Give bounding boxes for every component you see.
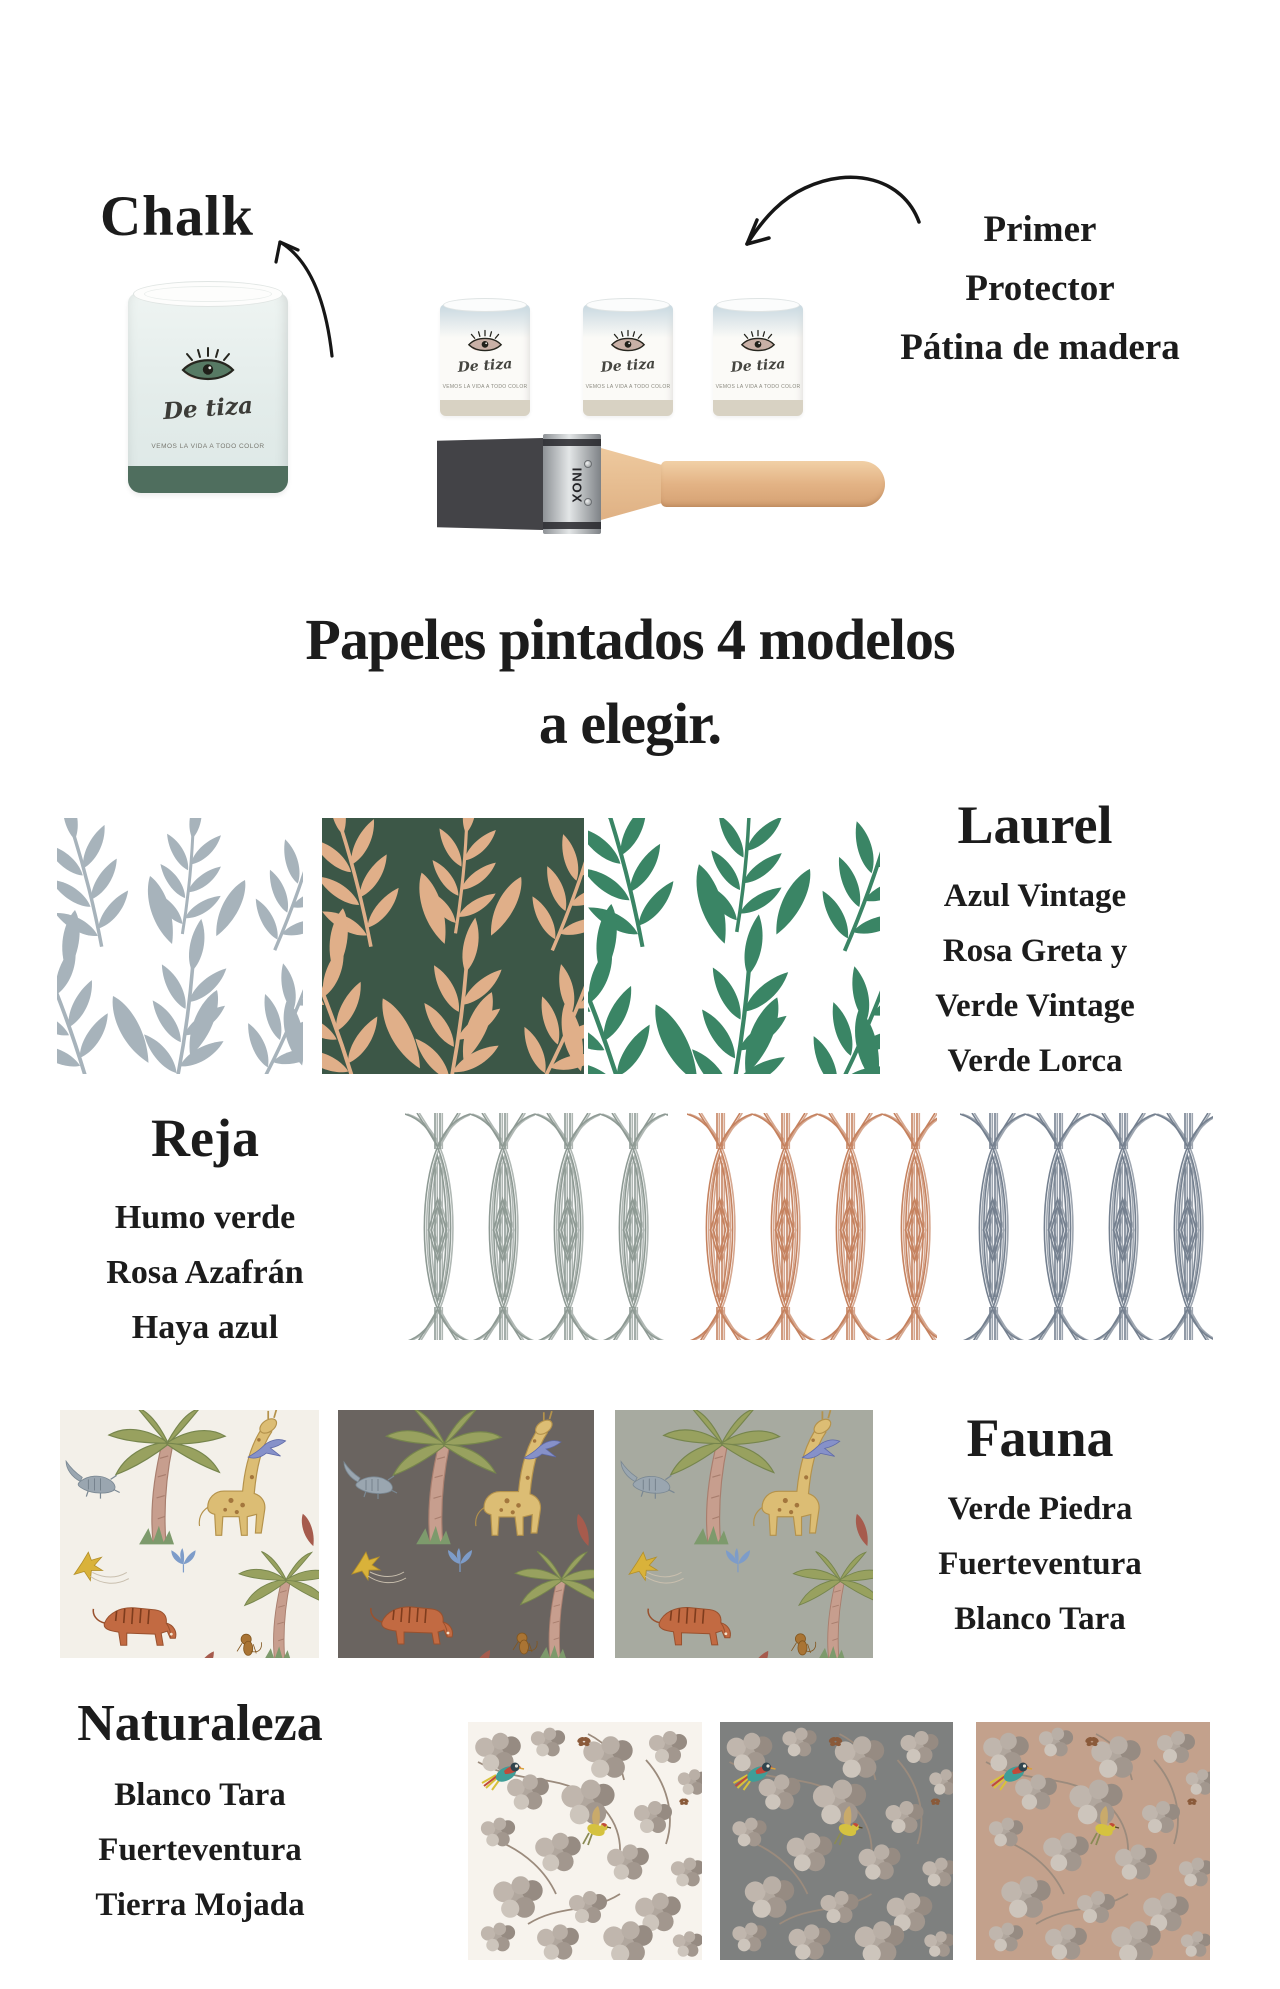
swatch-laurel-verde-lorca	[588, 818, 880, 1074]
paintbrush	[437, 434, 885, 534]
can-green-band	[128, 466, 288, 493]
jar-band	[440, 400, 530, 416]
jar-lid	[586, 298, 670, 312]
swatch-fauna-fuerteventura	[338, 1410, 594, 1658]
swatch-fauna-blanco-tara	[60, 1410, 319, 1658]
eye-logo-icon	[738, 326, 778, 357]
swatch-reja-rosa-azafran	[687, 1113, 937, 1340]
swatch-naturaleza-blanco-tara	[468, 1722, 702, 1960]
colorway-label: Blanco Tara	[114, 1777, 286, 1813]
colorway-label: Verde Piedra	[947, 1491, 1133, 1527]
colorway-label: Tierra Mojada	[95, 1887, 305, 1923]
eye-logo-icon	[177, 341, 239, 389]
eye-logo-icon	[608, 326, 648, 357]
jar-patina	[713, 302, 803, 416]
swatch-fauna-verde-piedra	[615, 1410, 873, 1658]
jar-protector	[583, 302, 673, 416]
colorway-label: Humo verde	[114, 1199, 296, 1236]
section-fauna-heading: Fauna	[966, 1408, 1114, 1468]
colorway-label: Verde Vintage	[935, 988, 1135, 1024]
brush-handle-neck	[601, 448, 663, 520]
jar-brand: De tiza	[457, 356, 513, 376]
jar-body	[440, 304, 530, 416]
can-body	[128, 293, 288, 493]
brush-rivet	[584, 460, 592, 468]
jar-body	[713, 304, 803, 416]
can-lid	[133, 281, 283, 307]
swatch-reja-humo-verde	[405, 1113, 668, 1340]
jar-tagline: VEMOS LA VIDA A TODO COLOR	[442, 384, 528, 390]
swatch-naturaleza-tierra-mojada	[976, 1722, 1210, 1960]
colorway-label: Haya azul	[131, 1309, 279, 1346]
hero-product-line: Primer	[983, 209, 1097, 250]
section-fauna	[885, 1408, 1195, 1647]
eye-logo-icon	[465, 326, 505, 357]
jar-brand: De tiza	[600, 356, 656, 376]
jar-band	[583, 400, 673, 416]
section-laurel	[880, 795, 1190, 1089]
swatch-laurel-azul-vintage	[57, 818, 303, 1074]
jar-body	[583, 304, 673, 416]
jar-tagline: VEMOS LA VIDA A TODO COLOR	[585, 384, 671, 390]
colorway-label: Verde Lorca	[947, 1043, 1123, 1079]
page-title-line2: a elegir.	[538, 691, 722, 756]
colorway-label: Fuerteventura	[938, 1546, 1142, 1582]
can-brand: De tiza	[162, 391, 254, 426]
jar-band	[713, 400, 803, 416]
swatch-laurel-rosa-greta-verde-vintage	[322, 818, 584, 1074]
section-naturaleza-heading: Naturaleza	[77, 1695, 323, 1752]
hero-product-line: Pátina de madera	[900, 327, 1180, 368]
section-reja-heading: Reja	[151, 1108, 259, 1168]
brush-ferrule-text: INOX	[569, 467, 585, 504]
colorway-label: Rosa Greta y	[942, 933, 1128, 969]
swatch-naturaleza-fuerteventura	[720, 1722, 953, 1960]
can-tagline: VEMOS LA VIDA A TODO COLOR	[151, 443, 265, 450]
jar-primer	[440, 302, 530, 416]
section-naturaleza	[30, 1694, 370, 1933]
hero-product-line: Protector	[965, 268, 1115, 309]
swatch-reja-haya-azul	[960, 1113, 1213, 1340]
jar-tagline: VEMOS LA VIDA A TODO COLOR	[715, 384, 801, 390]
section-laurel-heading: Laurel	[957, 795, 1113, 855]
colorway-label: Fuerteventura	[98, 1832, 302, 1868]
brush-ferrule	[543, 434, 601, 534]
colorway-label: Blanco Tara	[954, 1601, 1126, 1637]
jar-brand: De tiza	[730, 356, 786, 376]
brush-handle	[661, 461, 885, 507]
page-title-line1: Papeles pintados 4 modelos	[305, 607, 955, 672]
jar-lid	[716, 298, 800, 312]
jar-lid	[443, 298, 527, 312]
paint-can	[128, 288, 288, 494]
section-reja	[55, 1108, 355, 1355]
chalk-label: Chalk	[100, 185, 254, 248]
colorway-label: Rosa Azafrán	[106, 1254, 304, 1291]
brush-bristles	[437, 438, 543, 530]
brush-rivet	[584, 498, 592, 506]
page-title	[0, 598, 1260, 766]
colorway-label: Azul Vintage	[943, 878, 1127, 914]
hero-product-list	[865, 200, 1215, 377]
